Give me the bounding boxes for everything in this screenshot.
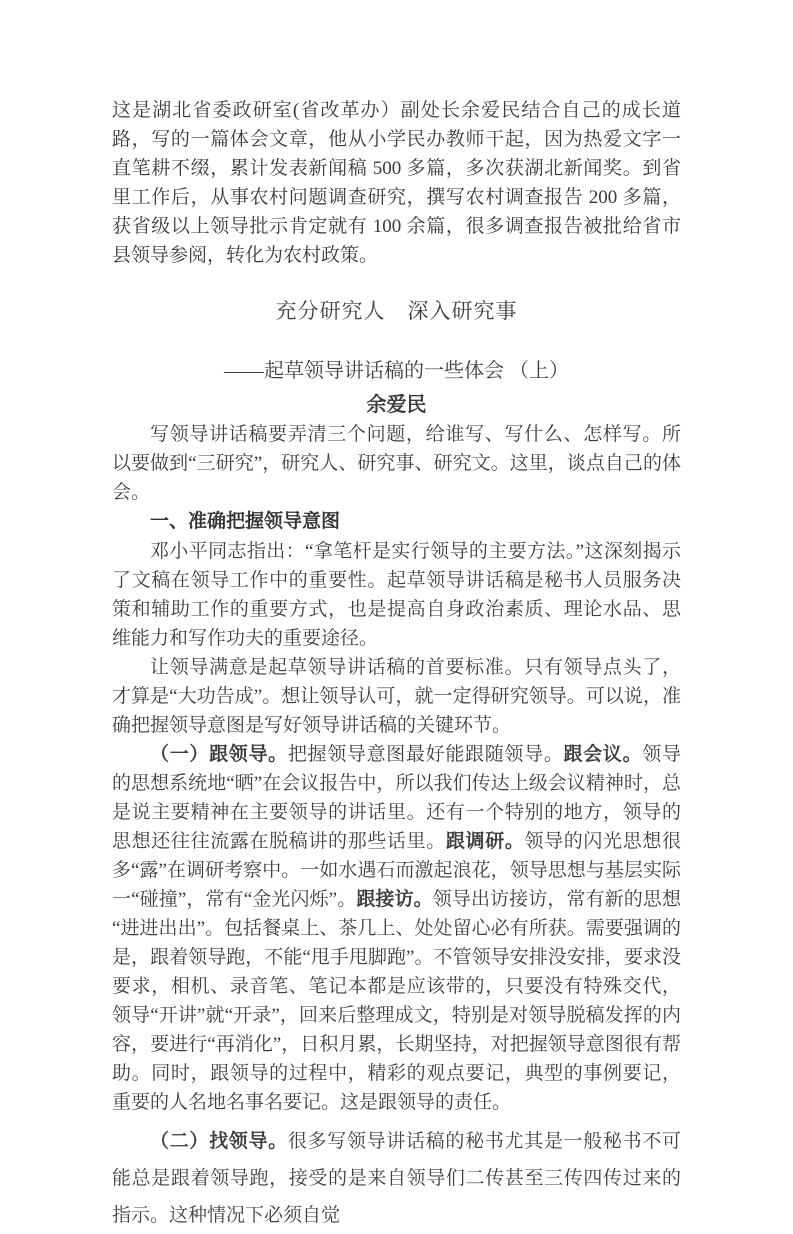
text-run: 领导出访接访，常有新的思想“进进出出”。包括餐桌上、茶几上、处处留心必有所获。需要强调的是，跟着领导跑，不能“甩手甩脚跑”。不管领导安排没安排，要求没要求，相机、录音笔、笔记本都是应该带的，只要没有特殊交代，领导“开讲”就“开录”，回来后整理成文，特别是对领导脱稿发挥的内容，要进行“再消化”，日积月累，长期坚持，对把握领导意图很有帮助。同时，跟领导的过程中，精彩的观点要记，典型的事例要记，重要的人名地名事名要记。这是跟领导的责任。 — [112, 889, 681, 1113]
text-run: 跟调研。 — [445, 831, 525, 852]
paragraph-deng-quote: 邓小平同志指出：“拿笔杆是实行领导的主要方法。”这深刻揭示了文稿在领导工作中的重要性。起草领导讲话稿是秘书人员服务决策和辅助工作的重要方式，也是提高自身政治素质、理论水品、思维能力和写作功夫的重要途径。 — [112, 541, 681, 649]
text-run: 很多写领导讲话稿的秘书尤其是一般秘书不可能总是跟着领导跑，接受的是来自领导们二传甚至三传四传过来的指示。这种情况下必须自觉 — [112, 1131, 681, 1226]
paragraph-find-leader — [112, 1123, 681, 1234]
text-run: 领导的思想系统地“晒”在会议报告中，所以我们传达上级会议精神时，总是说主要精神在主要领导的讲话里。还有一个特别的地方，领导的思想还往往流露在脱稿讲的那些话里。 — [112, 744, 681, 852]
text-run: （一）跟领导。 — [150, 744, 288, 765]
text-run: 跟接访。 — [356, 889, 433, 910]
text-run: （二）找领导。 — [150, 1131, 288, 1152]
author-name: 余爱民 — [366, 394, 427, 416]
paragraph-follow-leader — [112, 740, 681, 1117]
lead-paragraph: 写领导讲话稿要弄清三个问题，给谁写、写什么、怎样写。所以要做到“三研究”，研究人、研究事、研究文。这里，谈点自己的体会。 — [112, 424, 681, 503]
text-run: 跟会议。 — [563, 744, 643, 765]
intro-paragraph: 这是湖北省委政研室(省改革办）副处长余爱民结合自己的成长道路，写的一篇体会文章，他从小学民办教师干起，因为热爱文字一直笔耕不缀，累计发表新闻稿 500 多篇，多次获湖北新闻奖。到省里工作后，从事农村问题调查研究，撰写农村调查报告 200 多篇，获省级以上领导批示肯定就有 100 余篇，很多调查报告被批给省市县领导参阅，转化为农村政策。 — [112, 100, 681, 266]
section-heading-1: 一、准确把握领导意图 — [150, 511, 341, 532]
paragraph-leader-approval: 让领导满意是起草领导讲话稿的首要标准。只有领导点头了，才算是“大功告成”。想让领导认可，就一定得研究领导。可以说，准确把握领导意图是写好领导讲话稿的关键环节。 — [112, 657, 681, 736]
text-run: 领导的闪光思想很多“露”在调研考察中。一如水遇石而激起浪花，领导思想与基层实际一“碰撞”，常有“金光闪烁”。 — [112, 831, 681, 910]
text-run: 把握领导意图最好能跟随领导。 — [287, 744, 564, 765]
document-subtitle: ——起草领导讲话稿的一些体会 （上） — [224, 360, 569, 382]
document-title: 充分研究人 深入研究事 — [275, 299, 518, 323]
